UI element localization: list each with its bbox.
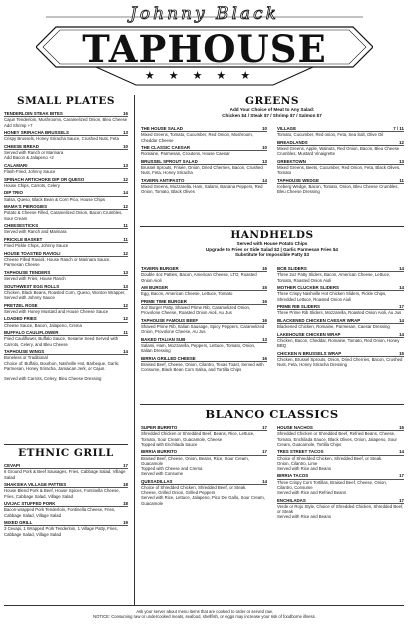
menu-item-description: Bacon-wrapped Pork Tenderloin, Fontinella Cheese, Fries, Cabbage Salad, Village Salad — [4, 507, 116, 518]
menu-item-name: TRES STREET TACOS — [277, 449, 324, 455]
menu-item-description: 3 Cevapi, 1 Wrapped Pork Tenderloin, 1 Village Patty, Fries, Cabbage Salad, Village Salad — [4, 526, 118, 537]
menu-item-description: Boneless or Traditional Choice of: Buffalo, Bourbon, Nashville Hot, Barbeque, Garlic Parmesan, Honey Sriracha, Jamaican Jerk, or Cajun. Served with Carrots, Celery, Bleu Cheese Dressing — [4, 355, 119, 382]
menu-item — [277, 449, 404, 471]
handhelds-list-right — [277, 266, 404, 370]
menu-item-name: UVIJAC STUFFED PORK — [4, 501, 56, 506]
menu-item-description: Chicken, Bacon, Cheddar, Romaine, Tomato, Red Onion, Honey BBQ — [277, 337, 400, 349]
menu-item-name: LAKEHOUSE CHICKEN WRAP — [277, 331, 341, 337]
menu-item — [4, 237, 128, 249]
menu-item-description: Chicken, Black Beans, Roasted Corn, Queso, Wonton Wrapper, Served with Johnny Sauce — [4, 289, 126, 301]
menu-item-price: 12 — [123, 302, 128, 308]
menu-item-description: Mixed Greens, Beets, Cucumber, Red Onion, Feta, Black Olives, Tomato — [277, 165, 401, 176]
menu-item — [4, 144, 128, 161]
menu-item — [141, 425, 267, 447]
menu-item-price: 12 — [123, 204, 128, 210]
menu-item-description: Served with Ranch and Marinara — [4, 229, 67, 235]
menu-item — [141, 337, 267, 354]
menu-item-price: 11 — [123, 330, 128, 336]
menu-item-description: Shaved Prime Rib, Italian Sausage, Spicy Peppers, Caramelized Onion, Provolone Cheese, Au Jus — [141, 324, 265, 335]
menu-item — [4, 204, 128, 221]
menu-item-price: 10 — [262, 126, 267, 131]
divider — [140, 404, 404, 405]
small-plates-list — [4, 111, 128, 384]
menu-item — [4, 316, 128, 328]
menu-item — [4, 463, 128, 480]
menu-item — [277, 159, 404, 176]
menu-item — [277, 140, 404, 157]
menu-item-name: HOUSE TOASTED RAVIOLI — [4, 250, 61, 256]
menu-item-price: 13 — [262, 336, 267, 342]
menu-item-name: VILLAGE — [277, 126, 297, 131]
section-title-small-plates: SMALL PLATES — [16, 95, 116, 107]
divider — [4, 605, 404, 606]
menu-item-name: CHICKEN N BRUSSELS WRAP — [277, 350, 342, 356]
greens-subtitle: Add Your Choice of Meat to Any Salad: Chicken $4 / Steak $7 / Shrimp $7 / Salmon $7 — [222, 107, 322, 118]
menu-item-price: 15 — [399, 425, 404, 430]
menu-item-price: 14 — [399, 317, 404, 323]
menu-item-name: DIP TRIO — [4, 190, 23, 196]
menu-item — [4, 223, 128, 235]
menu-item-description: Served with Fries, House Ranch — [4, 276, 66, 282]
menu-item-description: Served with Honey Mustard and House Cheese Sauce — [4, 308, 109, 314]
menu-item-name: TAPHOUSE FAMOUS BEEF — [141, 317, 198, 323]
menu-item-description: Egg, Bacon, American Cheese, Lettuce, Tomato — [141, 291, 233, 297]
menu-item-name: TAVERN BURGER — [141, 266, 179, 271]
menu-item-price: 17 — [262, 449, 267, 455]
menu-item-name: BCB SLIDERS — [277, 266, 307, 271]
menu-item-description: Braised Beef, Cheese, Onion, Cilantro, Texas Toast, Served with Consume, Black Bean Corn Salsa, and Tortilla Chips — [141, 362, 264, 373]
menu-item-name: SHAKSIKA VILLAGE PATTIES — [4, 482, 67, 487]
menu-item-description: Three 2oz Patty Sliders, Bacon, American Cheese, Lettuce, Tomato, Roasted Onion Aioli — [277, 272, 391, 283]
menu-item-price: 16 — [262, 298, 267, 304]
menu-item-name: BIRRIA BURRITO — [141, 449, 178, 455]
menu-item — [141, 178, 267, 195]
menu-item-description: Romaine, Parmesan, Croutons, House Caesar — [141, 151, 230, 157]
menu-item-price: 17 — [399, 304, 404, 309]
menu-item-name: AM BURGER — [141, 285, 169, 290]
handhelds-list-left — [141, 266, 267, 375]
menu-item-description: Cheese Filled Ravioli, House Ranch or Marinara Sauce, Parmesan Cheese — [4, 257, 111, 268]
menu-item-name: MOTHER CLUCKER SLIDERS — [277, 285, 339, 290]
menu-item-name: MIXED GRILL — [4, 520, 33, 525]
menu-item-description: Flash-Fried, Johnny Sauce — [4, 169, 56, 175]
menu-item-name: TAPHOUSE WEDGE — [277, 177, 319, 183]
menu-item-name: TAPHOUSE TENDERS — [4, 269, 51, 275]
menu-item-price: 18 — [123, 482, 128, 487]
menu-item-description: Choice of Shredded Chicken, Shredded Beef, or Steak. Cheese, Grilled Onion, Grilled Peppers Served with Rice, Lettuce, Jalapeno, Pico De Gallo, Sour Cream, Guacamole — [141, 484, 265, 506]
menu-item-price: 13 — [123, 283, 128, 289]
menu-item-price: 12 — [123, 250, 128, 256]
menu-item-description: Served with Ranch or Marinara Add Bacon & Jalapeno +2 — [4, 150, 64, 161]
menu-item — [4, 330, 128, 347]
menu-item-description: Chicken, Brussel Sprouts, Onion, Dried Cherries, Bacon, Crushed Nuts, Feta, Honey Sriracha Dressing — [277, 356, 403, 368]
menu-item-name: CEVAPI — [4, 463, 21, 468]
menu-item-name: ENCHILADAS — [277, 497, 306, 503]
menu-item — [277, 178, 404, 195]
menu-item-price: 18 — [123, 501, 128, 506]
greens-list-right — [277, 126, 404, 197]
menu-item-name: HOUSE NACHOS — [277, 425, 313, 430]
menu-item-description: Fried Cauliflower, Buffalo Sauce, Sesame Seed Served with Carrots, Celery, and Bleu Cheese — [4, 336, 119, 347]
blanco-list-right — [277, 425, 404, 522]
menu-item-price: 14 — [399, 266, 404, 271]
menu-item — [4, 349, 128, 381]
menu-item — [4, 251, 128, 268]
menu-item-name: THE HOUSE SALAD — [141, 126, 183, 131]
menu-item-description: House Blend Pork & Beef, House Spices, Fontinella Cheese, Fries, Cabbage Salad, Village Salad — [4, 488, 120, 499]
menu-item-name: BUFFALO CAULIFLOWER — [4, 330, 59, 336]
menu-item-price: 17 — [262, 425, 267, 430]
menu-item-price: 15 — [262, 285, 267, 290]
footer-line-2: NOTICE: Consuming raw or undercooked meats, seafood, shellfish, or eggs may increase your risk of foodborne illness. — [93, 614, 316, 620]
menu-item-price: 13 — [123, 130, 128, 135]
menu-item — [141, 126, 267, 143]
menu-item-name: BREADLANDS — [277, 139, 308, 145]
menu-item-description: Choice of Shredded Chicken, Shredded Beef, or Steak. Onion, Cilantro, Lime Served with Rice and Beans — [277, 455, 383, 471]
menu-item-price: 17 — [399, 473, 404, 479]
section-title-greens: GREENS — [245, 95, 299, 107]
menu-item-price: 13 — [123, 162, 128, 168]
menu-item-name: FRICKLE BASKET — [4, 236, 43, 242]
menu-item-name: BAKED ITALIAN SUB — [141, 336, 186, 342]
divider — [4, 444, 128, 445]
menu-item — [277, 318, 404, 330]
menu-item-price: 13 — [399, 158, 404, 164]
menu-item-description: Crispy Brussels, Honey Sriracha Sauce, Crushed Nuts, Feta — [4, 136, 119, 142]
menu-item-name: SPINACH ARTICHOKE DIP OR QUESO — [4, 176, 85, 182]
menu-item-name: CHEESESTICKS — [4, 223, 39, 229]
menu-item-name: SUPER BURRITO — [141, 425, 178, 430]
menu-item — [277, 285, 404, 302]
menu-item-price: 13 — [123, 269, 128, 275]
menu-item-description: Tomato, Cucumber, Red onion, Feta, Sea Salt, Olive Oil — [277, 132, 384, 138]
menu-item-description: Blackened Chicken, Romaine, Parmesan, Caesar Dressing — [277, 324, 390, 330]
menu-item — [4, 163, 128, 175]
menu-item — [277, 304, 404, 316]
menu-item-name: TAPHOUSE WINGS — [4, 349, 45, 355]
menu-item-price: 11 — [399, 177, 404, 183]
menu-item-price: 17 — [123, 463, 128, 468]
menu-item — [141, 356, 267, 373]
menu-item-price: 7 / 11 — [393, 126, 404, 131]
menu-item-price: 11 — [123, 236, 128, 242]
menu-item-price: 12 — [399, 139, 404, 145]
menu-item-description: Salsa, Queso, Black Bean & Corn Pico, House Chips — [4, 196, 106, 202]
menu-item-description: Cheese Sauce, Bacon, Jalapeno, Crema — [4, 322, 82, 328]
menu-item-description: 6 Ground Pork & Beef Sausages, Fries, Cabbage Salad, Village Salad — [4, 469, 126, 480]
menu-item-name: BRUSSEL SPROUT SALAD — [141, 158, 198, 164]
menu-item — [141, 299, 267, 316]
menu-item — [141, 285, 267, 297]
menu-item — [4, 190, 128, 202]
menu-item-price: 14 — [262, 177, 267, 183]
menu-item-description: Brussel Sprouts, Frisée, Onion, Dried Cherries, Bacon, Crushed Nuts, Feta, Honey Sriracha — [141, 165, 263, 176]
menu-item-name: HONEY SRIRACHA BRUSSELS — [4, 130, 69, 135]
menu-item-description: Three Prime Rib Sliders, Mozzarella, Roasted Onion Aioli, Au Jus — [277, 310, 402, 316]
star-row-icon: ★★★★★ — [144, 70, 265, 82]
menu-item-description: Verde or Rojo Style, Choice of Shredded Chicken, Shredded Beef, or Steak Served with Rice and Beans — [277, 503, 404, 520]
menu-item-description: Iceberg Wedge, Bacon, Tomato, Onion, Bleu Cheese Crumbles, Bleu Cheese Dressing — [277, 184, 399, 195]
menu-item-price: 11 — [123, 223, 128, 229]
menu-header — [36, 3, 373, 89]
menu-item-price: 10 — [123, 143, 128, 149]
menu-item-description: Three Crispy Corn Tortillas, Braised Beef, Cheese, Onion, Cilantro, Consume Served with Rice and Refried Beans — [277, 479, 388, 496]
menu-item-name: TENDERLOIN STEAK BITES — [4, 111, 63, 116]
menu-item-description: 4oz Burger Patty, Shaved Prime Rib, Caramelized Onion, Provolone Cheese, Roasted Onion Aioli, Au Jus — [141, 305, 251, 316]
menu-item — [4, 111, 128, 128]
menu-item — [141, 449, 267, 476]
menu-item — [277, 332, 404, 349]
menu-item-name: LOADED FRIES — [4, 316, 37, 322]
menu-item-description: Double 4oz Patties, Bacon, American Cheese, LTO, Roasted Onion Aioli — [141, 272, 257, 283]
menu-item-description: Fried Pickle Chips, Johnny Sauce — [4, 243, 69, 249]
footer-notice — [0, 609, 409, 620]
handhelds-subtitle: Served with House Potato Chips Upgrade to Fries or Side Salad $2 | Garlic Parmesan Fries $4 Substitute for Impossible Patty $3 — [205, 241, 338, 258]
section-title-ethnic-grill: ETHNIC GRILL — [18, 447, 114, 459]
menu-item-description: Mixed Greens, Apple, Walnuts, Red Onion, Bacon, Bleu Cheese Crumbles, Mustard Vinaigrette — [277, 146, 400, 157]
menu-item-name: BLACKENED CHICKEN CAESAR WRAP — [277, 317, 361, 323]
column-divider — [134, 95, 135, 605]
menu-item-description: Braised Beef, Cheese, Onion, Beans, Rice, Sour Cream, Guacamole Topped with Cheese and Crema Served with Consume — [141, 455, 249, 477]
menu-item-name: MAMA'S PIEROGIES — [4, 204, 48, 210]
menu-item — [4, 501, 128, 518]
menu-item-name: CALAMARI — [4, 162, 28, 168]
menu-item-name: BIRRIA GRILLED CHEESE — [141, 355, 196, 361]
menu-item — [277, 498, 404, 520]
menu-item-price: 14 — [123, 190, 128, 196]
menu-item — [277, 425, 404, 447]
menu-item — [277, 126, 404, 138]
footer-line-1: Ask your server about menu items that are cooked to order or served raw. — [136, 609, 273, 614]
ethnic-grill-list — [4, 463, 128, 539]
menu-item — [141, 145, 267, 157]
menu-item-price: 12 — [123, 176, 128, 182]
menu-item-price: 14 — [399, 449, 404, 455]
menu-item — [4, 520, 128, 537]
menu-item-description: Mixed Greens, Tomato, Cucumber, Red Onion, Mushroom, Cheddar Cheese — [141, 132, 253, 143]
menu-item — [141, 266, 267, 283]
menu-item — [141, 318, 267, 335]
blanco-list-left — [141, 425, 267, 508]
menu-item-price: 14 — [399, 285, 404, 290]
menu-item — [277, 473, 404, 495]
menu-item-name: BIRRIA TACOS — [277, 473, 309, 479]
section-title-blanco-classics: BLANCO CLASSICS — [205, 407, 339, 421]
menu-item — [4, 270, 128, 282]
menu-item-price: 14 — [262, 478, 267, 484]
menu-item-price: 16 — [262, 266, 267, 271]
menu-item-description: Potato & Cheese Filled, Caramelized Onion, Bacon Crumbles, Sour Cream — [4, 210, 123, 221]
menu-item — [4, 130, 128, 142]
menu-item-price: 16 — [123, 111, 128, 116]
menu-item-name: THE CLASSIC CAESAR — [141, 145, 191, 150]
menu-item-description: House Chips, Carrots, Celery — [4, 182, 60, 188]
menu-item-price: 10 — [262, 145, 267, 150]
menu-item-name: QUESADILLAS — [141, 478, 173, 484]
menu-item-price: 16 — [262, 355, 267, 361]
menu-item-description: Mixed Greens, Mozzarella, Ham, Salami, Banana Peppers, Red Onion, Tomato, Black Olives — [141, 184, 263, 195]
menu-item — [4, 482, 128, 499]
section-title-handhelds: HANDHELDS — [230, 229, 314, 241]
menu-item — [4, 303, 128, 315]
menu-item-description: Cajun Tenderloin, Mushrooms, Caramelized Onion, Bleu Cheese Add Shrimp +7 — [4, 117, 128, 128]
menu-item-description: Salami, Ham, Mozzarella, Peppers, Lettuce, Tomato, Onion, Italian Dressing — [141, 343, 256, 354]
menu-item-price: 15 — [399, 350, 404, 356]
menu-item-name: SOUTHWEST EGG ROLLS — [4, 283, 60, 289]
menu-item — [141, 159, 267, 176]
menu-item-description: Shredded Chicken or Shredded Beef, Refried Beans, Cheese, Tomato, Enchilada Sauce, Black Olives, Onion, Jalapeno, Sour Cream, Guacamole, Tortilla Chips — [277, 431, 397, 447]
menu-item-name: PRIME TIME BURGER — [141, 298, 187, 304]
menu-item — [4, 284, 128, 301]
menu-item-name: PRETZEL ROSE — [4, 302, 38, 308]
menu-item-name: TAVERN ANTIPASTO — [141, 177, 185, 183]
menu-item — [141, 479, 267, 506]
menu-item-price: 12 — [123, 316, 128, 322]
menu-item-price: 19 — [123, 520, 128, 525]
main-title: TAPHOUSE — [82, 27, 327, 71]
menu-item-name: GREEKTOWN — [277, 158, 306, 164]
menu-item-description: Three Crispy Nashville Hot Chicken Sliders, Pickle Chips, Shredded Lettuce, Roasted Onion Aioli — [277, 291, 387, 302]
menu-item-name: PRIME RIB SLIDERS — [277, 304, 320, 309]
menu-item — [277, 351, 404, 368]
menu-item-price: 13 — [262, 158, 267, 164]
menu-item — [4, 177, 128, 189]
menu-item — [277, 266, 404, 283]
script-title: Johnny Black — [130, 4, 279, 24]
menu-item-price: 14 — [123, 349, 128, 355]
menu-item-price: 16 — [262, 317, 267, 323]
menu-item-price: 17 — [399, 497, 404, 503]
menu-item-name: CHEESE BREAD — [4, 143, 39, 149]
menu-item-description: Shredded Chicken or Shredded Beef, Beans, Rice, Lettuce, Tomato, Sour Cream, Guacamole, Cheese Topped with Enchilada Sauce — [141, 431, 255, 447]
divider — [140, 226, 404, 227]
greens-list-left — [141, 126, 267, 197]
menu-item-price: 14 — [399, 331, 404, 337]
